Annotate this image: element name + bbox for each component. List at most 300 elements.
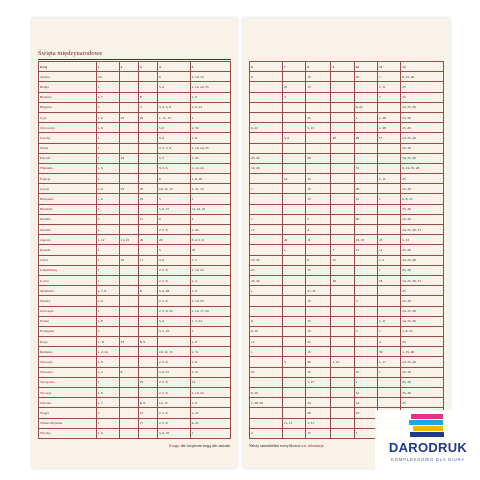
table-row [250,286,444,296]
holiday-days-cell: 1, 2 [96,367,119,377]
holiday-days-cell: 2, 5, 6 [158,225,191,235]
holiday-days-cell: 6, 10 [250,326,283,336]
holiday-days-cell [250,245,283,255]
holiday-days-cell: 1, 5 [190,255,230,265]
country-cell: Luksemburg [39,265,97,275]
holiday-days-cell [282,326,305,336]
holiday-days-cell: 5, 6 [158,123,191,133]
holiday-days-cell [354,123,377,133]
holiday-days-cell [306,204,331,214]
holiday-days-cell [331,235,354,245]
holiday-days-cell: 27, 31 [306,286,331,296]
holiday-days-cell: 3, 4, 5, 6 [190,235,230,245]
holiday-days-cell [250,174,283,184]
holiday-days-cell: 25 [250,367,283,377]
table-row [39,153,231,163]
holiday-days-cell: 5, 6, 27 [158,367,191,377]
holiday-days-cell [119,377,138,387]
holiday-days-cell: 25 [138,112,157,122]
holiday-days-cell: 25 [401,337,444,347]
holiday-days-cell [331,174,354,184]
holiday-days-cell [119,428,138,438]
column-header-month: 2 [119,62,138,72]
holiday-days-cell [138,82,157,92]
holiday-days-cell: 23, 24 [250,255,283,265]
holiday-days-cell: 6 [250,316,283,326]
holiday-days-cell: 25 [401,92,444,102]
holiday-days-cell [354,316,377,326]
holiday-days-cell: 8, 9 [138,398,157,408]
holiday-days-cell: 24, 25, 26 [401,102,444,112]
holiday-days-cell: 1, 6 [96,428,119,438]
holiday-days-cell [282,408,305,418]
holiday-days-cell: 15 [306,316,331,326]
country-cell: Mołdawia [39,286,97,296]
holiday-days-cell [331,326,354,336]
table-row [39,133,231,143]
holiday-days-cell [282,367,305,377]
holiday-days-cell [138,153,157,163]
holiday-days-cell [331,398,354,408]
holiday-days-cell: 1 [250,214,283,224]
table-row [250,357,444,367]
holiday-days-cell: 6 [250,72,283,82]
holiday-days-cell [282,286,305,296]
holiday-days-cell: 2, 5, 6 [158,275,191,285]
holiday-days-cell: 20 [282,235,305,245]
holiday-days-cell [282,112,305,122]
holiday-days-cell [331,306,354,316]
table-row [250,82,444,92]
country-cell: Polska [39,316,97,326]
table-row [250,194,444,204]
holiday-days-cell [138,225,157,235]
holiday-days-cell [354,153,377,163]
holiday-days-cell [138,275,157,285]
table-row [39,72,231,82]
holiday-days-cell: 25, 26 [401,265,444,275]
holiday-days-cell [331,225,354,235]
holiday-days-cell: 1 [96,418,119,428]
holiday-days-cell: 17 [138,214,157,224]
holiday-days-cell: 25 [401,82,444,92]
holiday-days-cell: 5 [158,194,191,204]
country-cell: Finlandia [39,163,97,173]
holiday-days-cell [119,82,138,92]
holiday-days-cell [138,133,157,143]
holiday-days-cell: 2 [250,428,283,438]
right-page [243,18,450,468]
holiday-days-cell [282,194,305,204]
holiday-days-cell: 20 [306,408,331,418]
holiday-days-cell: 25, 26 [401,143,444,153]
holiday-days-cell: 11, 23 [119,235,138,245]
table-row [39,428,231,438]
holiday-days-cell [377,204,400,214]
holiday-days-cell: 24, 25, 26 [401,357,444,367]
holiday-days-cell [119,398,138,408]
holiday-days-cell: 8, 25, 26 [401,72,444,82]
table-row [39,255,231,265]
holiday-days-cell: 5, 6 [158,255,191,265]
holiday-days-cell: 15 [306,174,331,184]
holiday-days-cell: 1, 31, 15 [190,184,230,194]
table-row [39,184,231,194]
holiday-days-cell: 5, 6, 28 [158,286,191,296]
holiday-days-cell: 15 [306,265,331,275]
holiday-days-cell [282,143,305,153]
holiday-days-cell [282,428,305,438]
table-row [250,347,444,357]
darodruk-logo [375,410,480,472]
holiday-days-cell [250,408,283,418]
holiday-days-cell: 1, 28 [377,123,400,133]
holiday-days-cell [250,102,283,112]
table-row [39,296,231,306]
holiday-days-cell [119,72,138,82]
holiday-days-cell: 31 [354,163,377,173]
holiday-days-cell [331,347,354,357]
holiday-days-cell: 1, 9 [190,286,230,296]
holiday-days-cell: 17 [250,225,283,235]
holiday-days-cell: 5, 6 [158,133,191,143]
holiday-days-cell: 15 [306,112,331,122]
holiday-days-cell: 1 [96,245,119,255]
holiday-days-cell: 11 [306,235,331,245]
holiday-days-cell [282,337,305,347]
holiday-days-cell [138,326,157,336]
holiday-days-cell [354,357,377,367]
holiday-days-cell [331,102,354,112]
holiday-days-cell [331,316,354,326]
holiday-days-cell: 15 [138,408,157,418]
holiday-days-cell: 24 [306,398,331,408]
holiday-days-cell: 1, 9 [190,337,230,347]
holiday-days-cell [119,265,138,275]
holiday-days-cell: 1, 7 [96,398,119,408]
holiday-days-cell [119,92,138,102]
holiday-days-cell [306,388,331,398]
holiday-days-cell [138,428,157,438]
holiday-days-cell: 23 [354,408,377,418]
table-row [39,357,231,367]
holiday-days-cell [331,112,354,122]
holiday-days-cell [158,92,191,102]
country-cell: Niemcy [39,296,97,306]
holiday-days-cell [138,204,157,214]
holiday-days-cell: 28 [354,133,377,143]
table-row [39,82,231,92]
holiday-days-cell: 28 [354,184,377,194]
holiday-days-cell [282,306,305,316]
country-cell: Włochy [39,428,97,438]
country-cell: Francja [39,174,97,184]
holiday-days-cell [250,112,283,122]
holiday-days-cell: 25, 26 [401,377,444,387]
holiday-days-cell: 1, 14, 15 [190,72,230,82]
holiday-days-cell: 25, 26 [401,214,444,224]
holiday-days-cell: 1 [96,377,119,387]
holiday-days-cell [158,337,191,347]
holiday-days-cell [331,72,354,82]
holiday-days-cell: 6, 20 [250,388,283,398]
holiday-days-cell: 1, 31 [306,418,331,428]
holiday-days-cell [354,347,377,357]
holiday-days-cell [138,123,157,133]
page-title: Święta międzynarodowe [38,50,103,57]
holiday-days-cell: 7 [331,245,354,255]
table-row [39,316,231,326]
country-cell: Austria [39,72,97,82]
holiday-days-cell: 6, 22 [354,102,377,112]
holiday-days-cell: 1, 24 [190,153,230,163]
holiday-days-cell [138,316,157,326]
holiday-days-cell: 1 [377,194,400,204]
holiday-days-cell [138,174,157,184]
logo-name: DARODRUK [388,440,468,455]
holiday-days-cell [119,123,138,133]
table-row [250,225,444,235]
holiday-days-cell: 25 [401,398,444,408]
holiday-days-cell [138,367,157,377]
holiday-days-cell [354,337,377,347]
table-header-row [250,62,444,72]
holidays-table-left [38,61,231,439]
holiday-days-cell [306,92,331,102]
notice-text: Należy samodzielnie zweryfikować [249,444,302,448]
country-cell: Japonia [39,235,97,245]
holiday-days-cell: 1 [190,326,230,336]
holiday-days-cell [119,214,138,224]
table-row [39,408,231,418]
holiday-days-cell [377,388,400,398]
holiday-days-cell: 19, 20 [250,163,283,173]
holiday-days-cell [354,265,377,275]
holiday-days-cell [119,204,138,214]
holiday-days-cell: 1 [96,153,119,163]
holiday-days-cell: 1, 3, 24 [190,316,230,326]
holiday-days-cell: 15 [306,296,331,306]
holiday-days-cell: 4 [190,214,230,224]
holiday-days-cell: 25, 26 [401,245,444,255]
table-row [39,388,231,398]
holiday-days-cell [119,143,138,153]
holiday-days-cell: 15 [306,82,331,92]
holiday-days-cell: 1, 14, 17, 24 [190,306,230,316]
table-row [39,398,231,408]
holiday-days-cell: 1, 8, 18 [190,174,230,184]
country-cell: Holandia [39,204,97,214]
holiday-days-cell: 23, 23 [354,235,377,245]
holiday-days-cell: 5, 6 [158,82,191,92]
holiday-days-cell: 3 [282,92,305,102]
holiday-days-cell [354,174,377,184]
holiday-days-cell: 22 [306,337,331,347]
holiday-days-cell: 3, 4, 5, 6 [158,102,191,112]
holiday-days-cell: 24, 25, 26, 31 [401,275,444,285]
holiday-days-cell: 15 [306,347,331,357]
holiday-days-cell: 23, 24 [250,153,283,163]
holiday-days-cell: 12, 13 [158,398,191,408]
holiday-days-cell: 1, 30 [190,123,230,133]
holiday-days-cell: 3, 5, 6 [158,163,191,173]
holiday-days-cell: 10, 12, 13 [158,347,191,357]
country-cell: Szwecja [39,388,97,398]
holidays-table-right [249,61,444,439]
holiday-days-cell: 1 [377,367,400,377]
holiday-days-cell: 3 [354,296,377,306]
holiday-days-cell: 5 [282,357,305,367]
country-cell: Węgry [39,408,97,418]
column-header-month: 12 [401,62,444,72]
holiday-days-cell: 6 [306,255,331,265]
holiday-days-cell: 5 [158,245,191,255]
country-cell: Estonia [39,153,97,163]
holiday-days-cell: 1, 11 [377,82,400,92]
holiday-days-cell [331,337,354,347]
holiday-days-cell: 1 [96,82,119,92]
holiday-days-cell: 1, 11, 13 [158,112,191,122]
holiday-days-cell: 11 [377,245,400,255]
holiday-days-cell: 2, 5, 5, 6 [158,143,191,153]
holiday-days-cell [354,204,377,214]
holiday-days-cell [377,143,400,153]
country-cell: Islandia [39,225,97,235]
holiday-days-cell [331,388,354,398]
holiday-days-cell [119,418,138,428]
country-cell: Białoruś [39,92,97,102]
holiday-days-cell: 5, 6, 27 [158,204,191,214]
holiday-days-cell [282,153,305,163]
country-cell: Bułgaria [39,102,97,112]
holiday-days-cell [282,265,305,275]
holiday-days-cell: 1 [96,255,119,265]
holiday-days-cell [119,102,138,112]
holiday-days-cell: 23 [377,235,400,245]
notice-link: ww. informacje. [301,444,325,448]
table-row [39,326,231,336]
holiday-days-cell [354,143,377,153]
table-row [250,367,444,377]
holiday-days-cell [138,265,157,275]
holiday-days-cell: 15 [306,367,331,377]
holiday-days-cell: 20 [138,235,157,245]
change-notice [169,444,231,448]
table-row [250,184,444,194]
holiday-days-cell: 1, 31 [190,367,230,377]
table-row [250,326,444,336]
holiday-days-cell: 1, 4 [190,275,230,285]
holiday-days-cell: 1, 31 [190,347,230,357]
holiday-days-cell: 1 [190,112,230,122]
holiday-days-cell [138,143,157,153]
holiday-days-cell [250,235,283,245]
table-row [250,112,444,122]
holiday-days-cell [119,133,138,143]
holiday-days-cell: 1 [96,174,119,184]
holiday-days-cell: 29 [306,357,331,367]
table-row [250,275,444,285]
holiday-days-cell: 15 [331,255,354,265]
holiday-days-cell [282,72,305,82]
holiday-days-cell: 24, 25, 26 [401,316,444,326]
holiday-days-cell: 1, 6 [96,357,119,367]
column-header-month: 4 [158,62,191,72]
holiday-days-cell: 6 [158,214,191,224]
holiday-days-cell: 4 [306,225,331,235]
country-cell: Rumunia [39,347,97,357]
holiday-days-cell: 25, 26 [401,184,444,194]
holiday-days-cell: 5 [354,326,377,336]
holiday-days-cell: 11, 13 [282,418,305,428]
holiday-days-cell [138,72,157,82]
country-cell: Hiszpania [39,194,97,204]
table-row [250,296,444,306]
holiday-days-cell: 1, 6, 24 [190,102,230,112]
holiday-days-cell: 1 [96,275,119,285]
holiday-days-cell: 18 [190,245,230,255]
table-row [39,306,231,316]
table-row [39,204,231,214]
holiday-days-cell: 25 [401,286,444,296]
column-header-country: Kraj [39,62,97,72]
holiday-days-cell: 1 [282,245,305,255]
holiday-days-cell: 1, 14, 24 [190,163,230,173]
holiday-days-cell [377,286,400,296]
holiday-days-cell: 6, 8, 25 [401,194,444,204]
holiday-days-cell [119,347,138,357]
holiday-days-cell: 1 [377,265,400,275]
holiday-days-cell: 1, 28 [377,112,400,122]
holiday-days-cell: 2, 5, 6 [158,418,191,428]
holiday-days-cell [250,377,283,387]
holiday-days-cell: 1 [250,286,283,296]
table-row [39,265,231,275]
holiday-days-cell [138,163,157,173]
column-header-month: 1 [96,62,119,72]
holiday-days-cell: 18 [377,275,400,285]
holiday-days-cell [282,347,305,357]
holiday-days-cell: 1 [96,326,119,336]
holiday-days-cell [377,306,400,316]
table-header-row [39,62,231,72]
holiday-days-cell: 1, 14, 24 [190,265,230,275]
holiday-days-cell: 1, 2, 24 [96,347,119,357]
holiday-days-cell: 2, 5, 6 [158,408,191,418]
holiday-days-cell: 6, 24, 25, 26 [401,163,444,173]
holiday-days-cell: 1 [96,143,119,153]
holiday-days-cell: 1 [377,72,400,82]
table-row [39,102,231,112]
holiday-days-cell [282,316,305,326]
holiday-days-cell [119,225,138,235]
holiday-days-cell: 7 [377,92,400,102]
holiday-days-cell: 15 [306,184,331,194]
holiday-days-cell: 25, 26 [401,112,444,122]
holiday-days-cell [377,296,400,306]
holiday-days-cell: 4 [377,337,400,347]
table-row [250,388,444,398]
holiday-days-cell [119,388,138,398]
holiday-days-cell [119,174,138,184]
holiday-days-cell: 24 [119,153,138,163]
holiday-days-cell [331,428,354,438]
holiday-days-cell: 8 [138,286,157,296]
holiday-days-cell: 5, 6 [158,316,191,326]
holiday-days-cell: 16 [119,255,138,265]
table-row [250,337,444,347]
holiday-days-cell: 1, 9 [190,398,230,408]
